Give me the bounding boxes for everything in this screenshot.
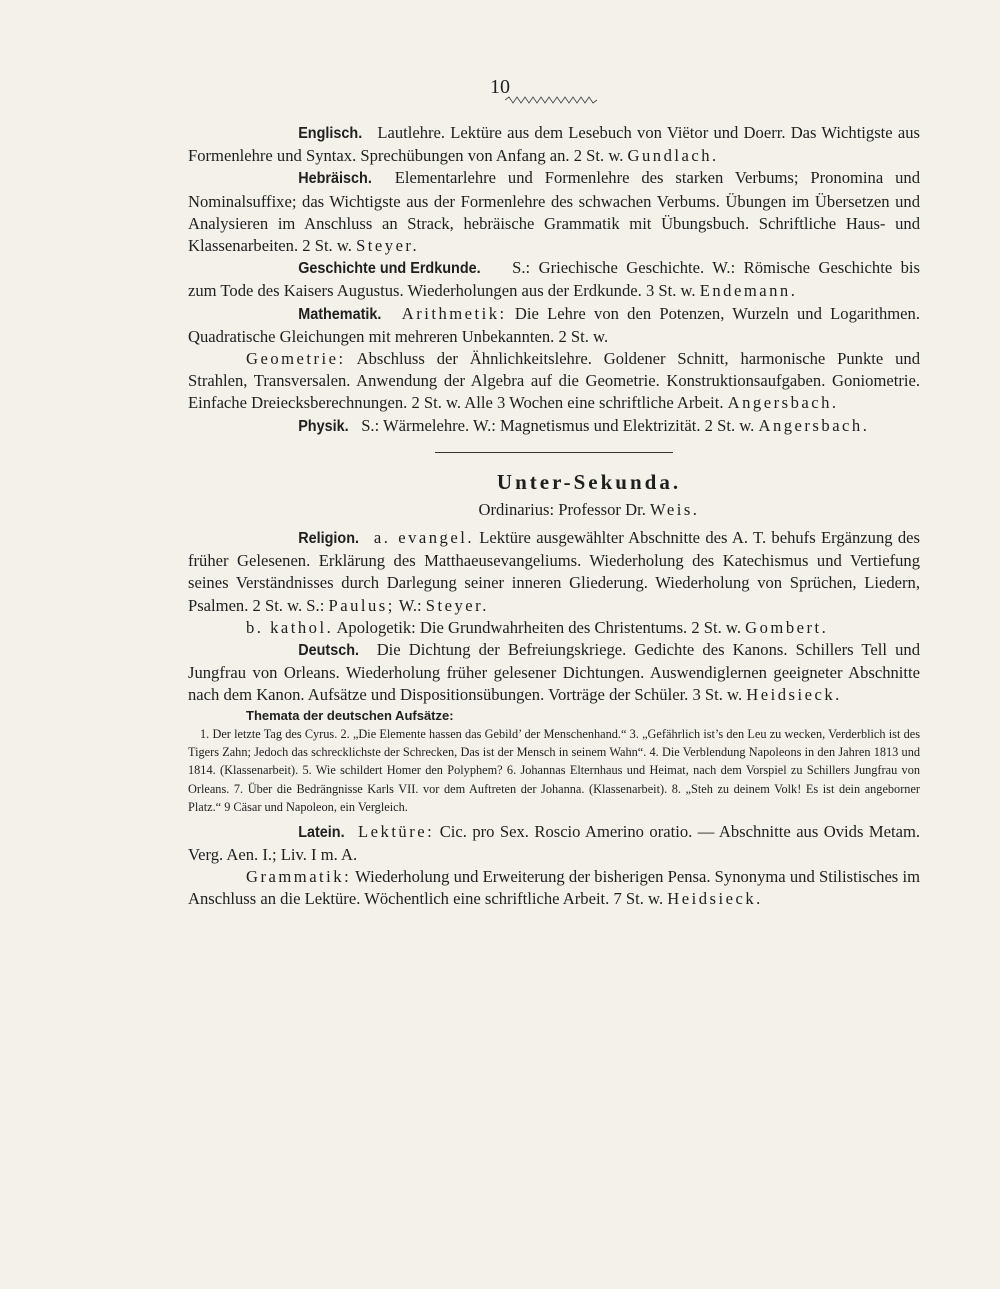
latein-teacher: Heidsieck. [667,889,763,909]
deutsch-text: Die Dichtung der Befreiungskriege. Gedichte des Kanons. Schillers Tell und Jungfrau von Orleans. Wiederholung früher gelesener Dichtungen. Auswendiglernen geeigneter Abschnitte nach dem Kanon. Aufsätze und Dispositionsübungen. Vorträge der Schüler. 3 St. w. [188,640,920,705]
mathematik-heading: Mathematik. [298,305,382,323]
latein-lekt-label: Lektüre: [358,821,435,841]
latein-lekt-text: Cic. pro Sex. Roscio Amerino oratio. — Abschnitte aus Ovids Metam. Verg. Aen. I.; Liv. I m. A. [188,821,920,864]
deutsch-themes-heading: Themata der deutschen Aufsätze: [246,707,454,723]
religion-a-text: Lektüre ausgewählter Abschnitte des A. T. behufs Ergänzung des früher Gelesenen. Erklärung des Matthaeusevangeliums. Wiederholung des Katechismus und Vertiefung seines Verständnisses durch Darlegung seiner inneren Gliederung. Wiederholung von Sprüchen, Liedern, Psalmen. 2 St. w. S.: [188,528,920,615]
religion-b-teacher: Gombert. [745,617,829,637]
religion-a-teacher-w: Steyer. [425,595,489,615]
mathematik-paragraph [188,303,920,348]
religion-b-text-label: Apologetik: [336,617,416,637]
hebraeisch-heading: Hebräisch. [298,170,372,188]
hebraeisch-teacher: Steyer. [356,236,420,256]
ordinarius-line [188,499,920,521]
religion-b-text: Die Grundwahrheiten des Christentums. 2 St. w. [419,617,741,637]
physik-teacher: Angersbach. [758,415,870,435]
latein-gram-text: Wiederholung und Erweiterung der bisherigen Pensa. Synonyma und Stilistisches im Anschluss an die Lektüre. Wöchentlich eine schriftliche Arbeit. 7 St. w. [188,867,920,909]
englisch-teacher: Gundlach. [627,146,719,166]
page-number-ornament [505,95,597,105]
latein-paragraph [188,821,920,866]
geschichte-heading: Geschichte und Erdkunde. [298,260,481,278]
deutsch-paragraph [188,639,920,707]
mathematik-geometrie-paragraph [188,348,920,415]
geschichte-teacher: Endemann. [699,281,798,301]
religion-a-teacher-s: Paulus; [328,595,395,615]
religion-a-teacher-w-label: W.: [398,595,422,615]
deutsch-teacher: Heidsieck. [746,685,842,705]
geschichte-paragraph [188,257,920,302]
mathematik-arith-text: Die Lehre von den Potenzen, Wurzeln und Logarithmen. Quadratische Gleichungen mit mehreren Unbekannten. 2 St. w. [188,303,920,346]
religion-heading: Religion. [298,530,360,548]
mathematik-arith-label: Arithmetik: [401,303,507,323]
ordinarius-name: Weis. [650,499,700,519]
physik-heading: Physik. [298,417,349,435]
geschichte-text: S.: Griechische Geschichte. W.: Römische Geschichte bis zum Tode des Kaisers Augustus. Wiederholungen aus der Erdkunde. 3 St. w. [188,258,920,301]
latein-heading: Latein. [298,823,345,841]
latein-grammatik-paragraph [188,866,920,910]
section-title: Unter-Sekunda. [496,469,682,494]
mathematik-geo-text: Abschluss der Ähnlichkeitslehre. Goldener Schnitt, harmonische Punkte und Strahlen, Transversalen. Anwendung der Algebra auf die Geometrie. Konstruktionsaufgaben. Goniometrie. Einfache Dreiecksberechnungen. 2 St. w. Alle 3 Wochen eine schriftliche Arbeit. [188,349,920,413]
page-number: 10 [490,76,510,98]
physik-paragraph [188,415,920,438]
page-content [188,122,920,911]
latein-gram-label: Grammatik: [246,867,352,887]
deutsch-heading: Deutsch. [298,642,360,660]
hebraeisch-text: Elementarlehre und Formenlehre des starken Verbums; Pronomina und Nominalsuffixe; das Wichtigste aus der Formenlehre des schwachen Verbums. Übungen im Übersetzen und Analysieren im Anschluss an Strack, hebräische Grammatik mit Übungsbuch. Schriftliche Haus- und Klassenarbeiten. 2 St. w. [188,168,920,256]
physik-text: S.: Wärmelehre. W.: Magnetismus und Elektrizität. 2 St. w. [361,415,755,435]
hebraeisch-paragraph [188,167,920,257]
deutsch-themes-list: 1. Der letzte Tag des Cyrus. 2. „Die Elemente hassen das Gebild’ der Menschenhand.“ 3. „Gefährlich ist’s den Leu zu wecken, Verderblich ist des Tigers Zahn; Jedoch das schrecklichste der Schrecken, Das ist der Mensch in seinem Wahn“. 4. Die Verblendung Napoleons in den Jahren 1813 und 1814. (Klassenarbeit). 5. Wie schildert Homer den Polyphem? 6. Johannas Elternhaus und Heimat, nach dem Vorspiel zu Schillers Jungfrau von Orleans. 7. Über die Bedrängnisse Karls VII. vor dem Auftreten der Johanna. (Klassenarbeit). 8. „Steh zu deinem Volk! Es ist dein angeborner Platz.“ 9 Cäsar und Napoleon, ein Vergleich. [188,726,920,815]
religion-a-label: a. evangel. [373,528,474,548]
englisch-text: Lautlehre. Lektüre aus dem Lesebuch von Viëtor und Doerr. Das Wichtigste aus Formenlehre und Syntax. Sprechübungen von Anfang an. 2 St. w. [188,123,920,166]
religion-b-paragraph [188,617,920,639]
religion-paragraph [188,527,920,617]
mathematik-geo-label: Geometrie: [246,349,346,369]
ordinarius-label: Ordinarius: Professor Dr. [478,499,646,519]
mathematik-teacher: Angersbach. [727,393,839,413]
englisch-paragraph [188,122,920,167]
religion-b-label: b. kathol. [246,617,334,637]
section-divider [435,452,673,453]
englisch-heading: Englisch. [298,125,363,142]
